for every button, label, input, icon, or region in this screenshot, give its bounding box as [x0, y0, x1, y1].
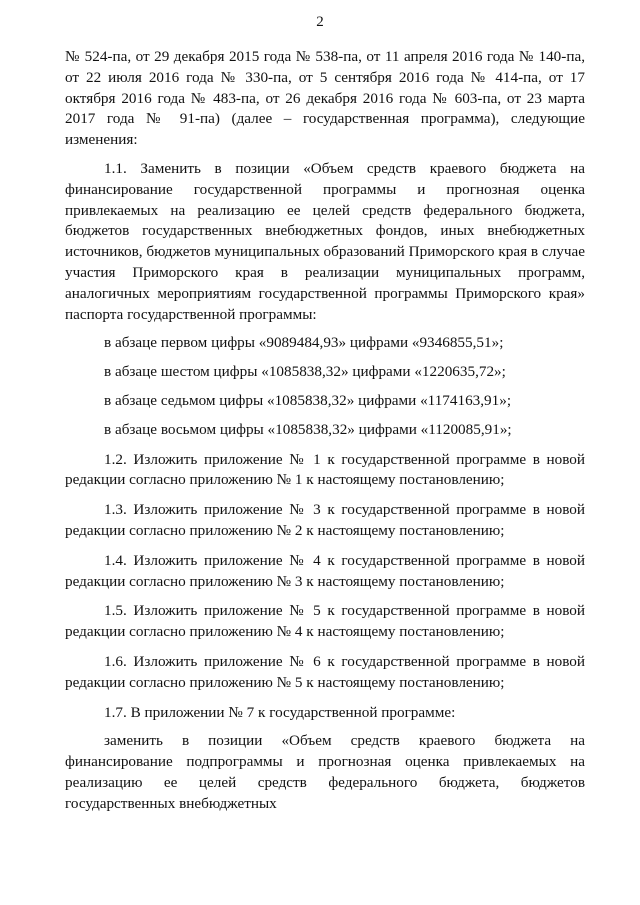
paragraph-1-3: 1.3. Изложить приложение № 3 к государственной программе в новой редакции согласно приложению № 2 к настоящему постановлению;	[65, 501, 585, 539]
paragraph-1-5: 1.5. Изложить приложение № 5 к государственной программе в новой редакции согласно приложению № 4 к настоящему постановлению;	[65, 602, 585, 641]
paragraph-1-2: 1.2. Изложить приложение № 1 к государственной программе в новой редакции согласно приложению № 1 к настоящему постановлению;	[65, 450, 585, 489]
paragraph-1-4: 1.4. Изложить приложение № 4 к государственной программе в новой редакции согласно приложению № 3 к настоящему постановлению;	[65, 551, 585, 590]
document-body	[65, 47, 585, 815]
paragraph-continuation: № 524-па, от 29 декабря 2015 года № 538-па, от 11 апреля 2016 года № 140-па, от 22 июля 2016 года № 330-па, от 5 сентября 2016 года № 414-па, от 17 октября 2016 года № 483-па, от 26 декабря 2016 года № 603-па, от 23 марта 2017 года № 91-па) (далее – государственная программа), следующие изменения:	[65, 48, 585, 149]
paragraph-abzac-sixth: в абзаце шестом цифры «1085838,32» цифрами «1220635,72»;	[104, 363, 506, 381]
paragraph-abzac-seventh: в абзаце седьмом цифры «1085838,32» цифрами «1174163,91»;	[104, 391, 512, 409]
paragraph-abzac-first: в абзаце первом цифры «9089484,93» цифрами «9346855,51»;	[104, 334, 504, 352]
paragraph-replace-position: заменить в позиции «Объем средств краевого бюджета на финансирование подпрограммы и прогнозная оценка привлекаемых на реализацию ее целей средств федерального бюджета, бюджетов государственных внебюджетных	[65, 732, 585, 812]
page-number: 2	[316, 14, 324, 30]
paragraph-abzac-eighth: в абзаце восьмом цифры «1085838,32» цифрами «1120085,91»;	[104, 420, 512, 438]
paragraph-1-6: 1.6. Изложить приложение № 6 к государственной программе в новой редакции согласно приложению № 5 к настоящему постановлению;	[65, 652, 585, 691]
paragraph-1-7: 1.7. В приложении № 7 к государственной программе:	[104, 703, 456, 721]
paragraph-1-1: 1.1. Заменить в позиции «Объем средств краевого бюджета на финансирование государственной программы и прогнозная оценка привлекаемых на реализацию ее целей средств федерального бюджета, бюджетов государственных внебюджетных фондов, иных внебюджетных источников, бюджетов муниципальных образований Приморского края в случае участия Приморского края в реализации муниципальных программ, аналогичных мероприятиям государственной программы Приморского края» паспорта государственной программы:	[65, 159, 585, 323]
